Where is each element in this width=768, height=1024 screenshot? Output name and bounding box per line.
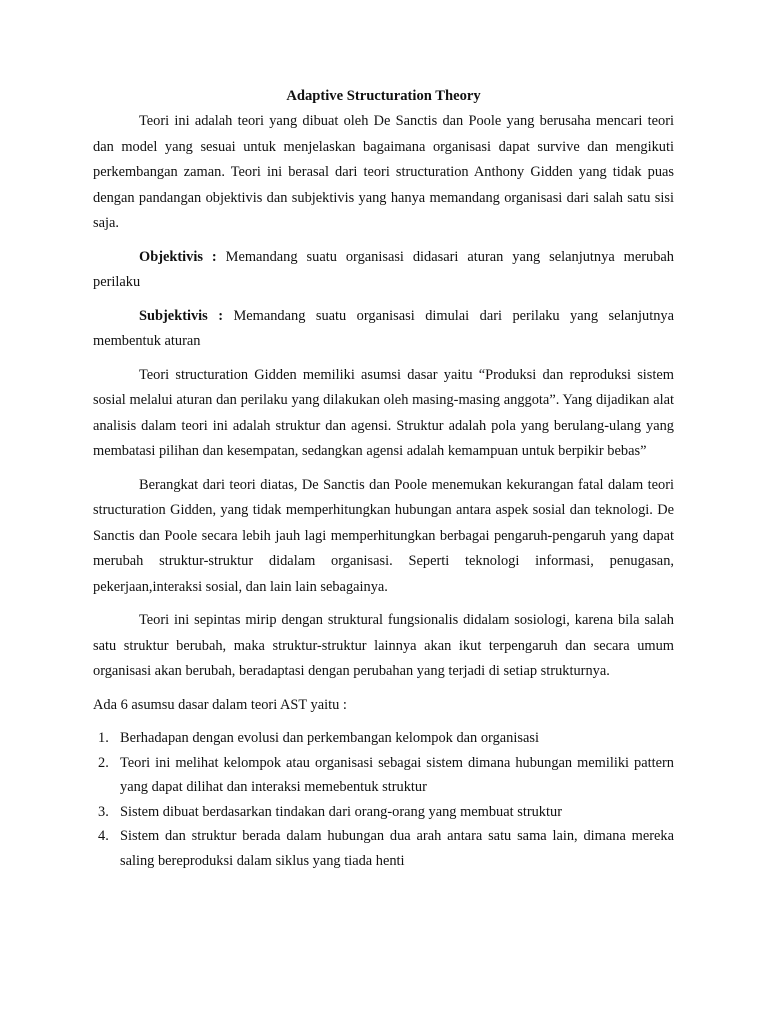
list-item-text: Sistem dibuat berdasarkan tindakan dari orang-orang yang membuat struktur — [120, 803, 562, 820]
gidden-paragraph: Teori structuration Gidden memiliki asumsi dasar yaitu “Produksi dan reproduksi sistem sosial melalui aturan dan perilaku yang dilakukan oleh masing-masing anggota”. Yang dijadikan alat analisis dalam teori ini adalah struktur dan agensi. Struktur adalah pola yang berulang-ulang yang membatasi pilihan dan kesempatan, sedangkan agensi adalah kemampuan untuk berpikir bebas” — [93, 366, 674, 459]
intro-paragraph: Teori ini adalah teori yang dibuat oleh De Sanctis dan Poole yang berusaha mencari teori dan model yang sesuai untuk menjelaskan bagaimana organisasi dapat survive dan mengikuti perkembangan zaman. Teori ini berasal dari teori structuration Anthony Gidden yang tidak puas dengan pandangan objektivis dan subjektivis yang hanya memandang organisasi dari salah satu sisi saja. — [93, 113, 674, 231]
subjektivis-term: Subjektivis : — [139, 307, 224, 324]
list-item-number: 4. — [98, 828, 109, 844]
subjektivis-paragraph — [93, 304, 674, 355]
list-item — [93, 800, 674, 825]
sepintas-paragraph: Teori ini sepintas mirip dengan struktural fungsionalis didalam sosiologi, karena bila salah satu struktur berubah, maka struktur-struktur lainnya akan ikut terpengaruh dan secara umum organisasi akan berubah, beradaptasi dengan perubahan yang terjadi di setiap strukturnya. — [93, 612, 674, 679]
list-item-number: 1. — [98, 730, 109, 746]
list-item — [93, 824, 674, 873]
list-item — [93, 726, 674, 751]
objektivis-term: Objektivis : — [139, 248, 217, 265]
list-item-text: Berhadapan dengan evolusi dan perkembangan kelompok dan organisasi — [120, 730, 539, 746]
objektivis-definition: Memandang suatu organisasi didasari aturan yang selanjutnya merubah perilaku — [93, 248, 674, 290]
list-intro: Ada 6 asumsu dasar dalam teori AST yaitu : — [93, 696, 347, 713]
subjektivis-definition: Memandang suatu organisasi dimulai dari perilaku yang selanjutnya membentuk aturan — [93, 307, 675, 349]
berangkat-paragraph: Berangkat dari teori diatas, De Sanctis dan Poole menemukan kekurangan fatal dalam teori structuration Gidden, yang tidak memperhitungkan hubungan antara aspek sosial dan teknologi. De Sanctis dan Poole secara lebih jauh lagi memperhitungkan berbagai pengaruh-pengaruh yang dapat merubah struktur-struktur didalam organisasi. Seperti teknologi informasi, penugasan, pekerjaan,interaksi sosial, dan lain lain sebagainya. — [93, 476, 674, 595]
list-item-number: 3. — [98, 803, 109, 820]
document-title: Adaptive Structuration Theory — [286, 88, 481, 104]
list-item-text: Teori ini melihat kelompok atau organisasi sebagai sistem dimana hubungan memiliki pattern yang dapat dilihat dan interaksi memebentuk struktur — [120, 754, 674, 795]
document-body — [93, 86, 674, 873]
list-item-text: Sistem dan struktur berada dalam hubungan dua arah antara satu sama lain, dimana mereka saling bereproduksi dalam siklus yang tiada henti — [120, 828, 674, 869]
assumption-list — [93, 726, 674, 873]
objektivis-paragraph — [93, 245, 674, 296]
list-item — [93, 751, 674, 800]
list-item-number: 2. — [98, 754, 109, 771]
